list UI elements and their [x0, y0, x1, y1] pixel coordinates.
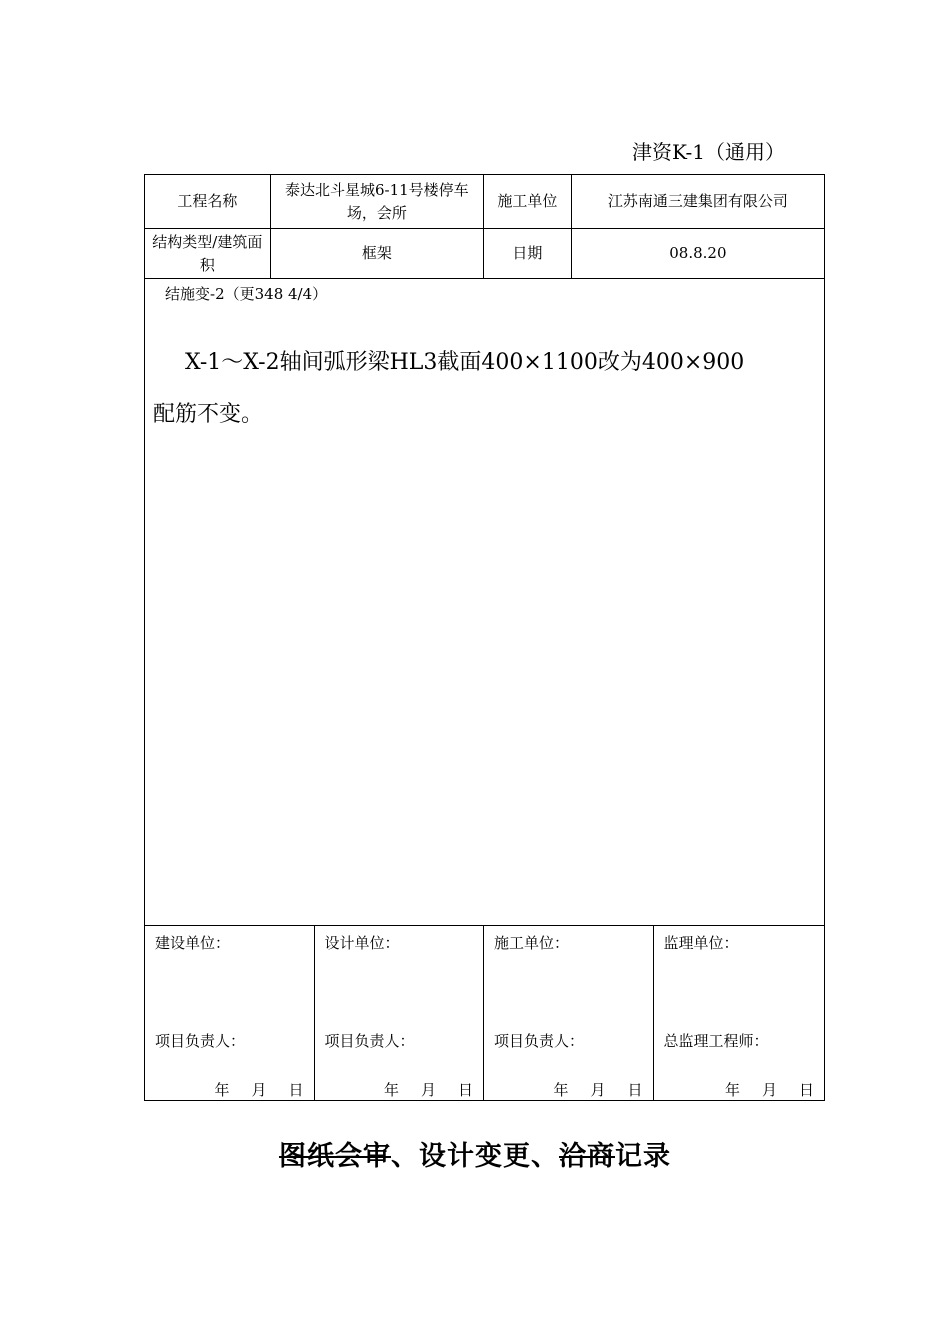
drawing-reference: 结施变-2（更348 4/4）: [165, 285, 328, 303]
signature-contractor: [484, 926, 654, 1100]
month-label: 月: [420, 1081, 436, 1099]
month-label: 月: [761, 1081, 777, 1099]
project-name-label: 工程名称: [145, 175, 271, 228]
document-title: [0, 1134, 950, 1173]
day-label: 日: [798, 1081, 814, 1099]
signature-unit-label: 建设单位：: [155, 934, 231, 952]
signature-unit-label: 监理单位：: [663, 934, 739, 952]
year-label: 年: [214, 1081, 230, 1099]
title-middle-part: 、设计变更、: [391, 1141, 559, 1172]
signature-person-label: 总监理工程师：: [663, 1032, 769, 1050]
header-row-1: [145, 175, 824, 229]
date-value: 08.8.20: [669, 244, 727, 262]
day-label: 日: [457, 1081, 473, 1099]
year-label: 年: [383, 1081, 399, 1099]
month-label: 月: [251, 1081, 267, 1099]
signature-unit-label: 施工单位：: [494, 934, 570, 952]
signature-unit-label: 设计单位：: [324, 934, 400, 952]
month-label: 月: [590, 1081, 606, 1099]
structure-type-label: 结构类型/建筑面积: [145, 229, 271, 278]
header-row-2: [145, 229, 824, 279]
day-label: 日: [288, 1081, 304, 1099]
signature-date: [703, 1079, 814, 1100]
signature-section: [145, 925, 824, 1100]
signature-date: [192, 1079, 303, 1100]
signature-person-label: 项目负责人：: [494, 1032, 585, 1050]
day-label: 日: [627, 1081, 643, 1099]
signature-date: [362, 1079, 473, 1100]
form-code: 津资K-1（通用）: [632, 140, 785, 164]
signature-date: [531, 1079, 642, 1100]
title-struck-part-2: 洽商: [559, 1141, 615, 1172]
title-struck-part: 图纸会审: [279, 1141, 391, 1172]
change-record-form: [144, 174, 825, 1101]
year-label: 年: [724, 1081, 740, 1099]
signature-person-label: 项目负责人：: [324, 1032, 415, 1050]
signature-owner: [145, 926, 315, 1100]
project-name-value: 泰达北斗星城6-11号楼停车场，会所: [271, 175, 484, 228]
change-content-line-1: X-1～X-2轴间弧形梁HL3截面400×1100改为400×900: [185, 350, 745, 375]
signature-supervisor: [654, 926, 825, 1100]
signature-person-label: 项目负责人：: [155, 1032, 246, 1050]
contractor-label: 施工单位: [484, 175, 572, 228]
title-tail-part: 记录: [615, 1141, 671, 1172]
signature-designer: [315, 926, 485, 1100]
contractor-value: 江苏南通三建集团有限公司: [607, 192, 788, 210]
change-content-line-2: 配筋不变。: [153, 402, 264, 427]
date-label: 日期: [484, 229, 572, 278]
structure-type-value: 框架: [271, 229, 484, 278]
change-content: [153, 337, 819, 441]
year-label: 年: [553, 1081, 569, 1099]
